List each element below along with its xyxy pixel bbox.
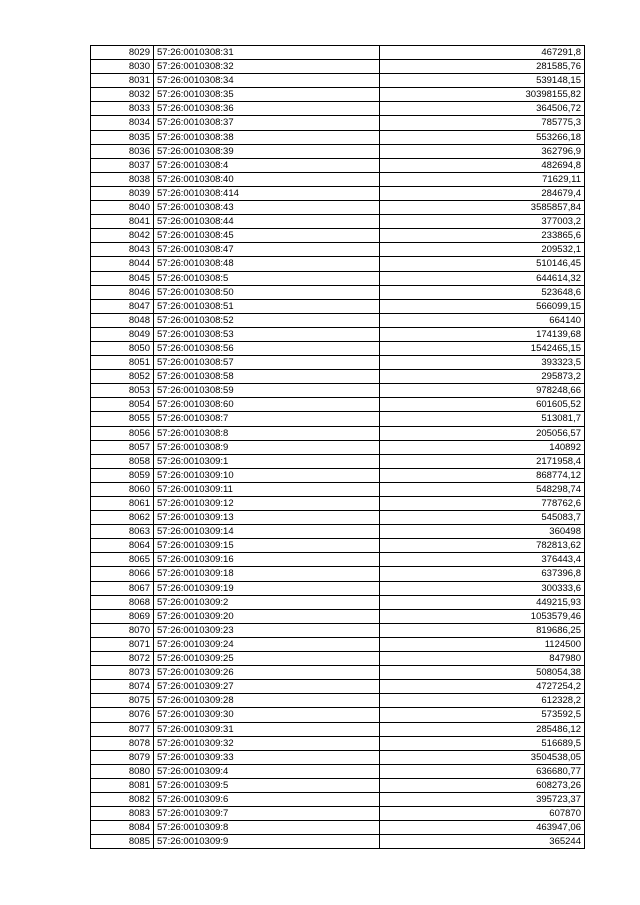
- value-cell: 4727254,2: [380, 680, 585, 694]
- cadastral-number-cell: 57:26:0010308:51: [154, 299, 380, 313]
- value-cell: 978248,66: [380, 384, 585, 398]
- table-row: [91, 553, 585, 567]
- cadastral-number-cell: 57:26:0010309:24: [154, 637, 380, 651]
- cadastral-number-cell: 57:26:0010309:20: [154, 609, 380, 623]
- row-number-cell: 8031: [91, 74, 154, 88]
- row-number-cell: 8065: [91, 553, 154, 567]
- table-row: [91, 666, 585, 680]
- row-number-cell: 8075: [91, 694, 154, 708]
- value-cell: 664140: [380, 313, 585, 327]
- table-row: [91, 130, 585, 144]
- table-row: [91, 497, 585, 511]
- value-cell: 377003,2: [380, 215, 585, 229]
- row-number-cell: 8085: [91, 835, 154, 849]
- cadastral-number-cell: 57:26:0010309:13: [154, 511, 380, 525]
- value-cell: 360498: [380, 525, 585, 539]
- table-body: [91, 46, 585, 849]
- value-cell: 285486,12: [380, 722, 585, 736]
- value-cell: 281585,76: [380, 60, 585, 74]
- value-cell: 573592,5: [380, 708, 585, 722]
- value-cell: 548298,74: [380, 482, 585, 496]
- cadastral-number-cell: 57:26:0010309:7: [154, 807, 380, 821]
- cadastral-number-cell: 57:26:0010309:30: [154, 708, 380, 722]
- row-number-cell: 8061: [91, 497, 154, 511]
- cadastral-number-cell: 57:26:0010308:43: [154, 201, 380, 215]
- cadastral-number-cell: 57:26:0010309:1: [154, 454, 380, 468]
- table-row: [91, 567, 585, 581]
- cadastral-number-cell: 57:26:0010309:14: [154, 525, 380, 539]
- row-number-cell: 8068: [91, 595, 154, 609]
- cadastral-number-cell: 57:26:0010308:40: [154, 172, 380, 186]
- table-row: [91, 74, 585, 88]
- table-row: [91, 60, 585, 74]
- table-row: [91, 144, 585, 158]
- table-row: [91, 327, 585, 341]
- row-number-cell: 8033: [91, 102, 154, 116]
- cadastral-number-cell: 57:26:0010309:31: [154, 722, 380, 736]
- row-number-cell: 8039: [91, 186, 154, 200]
- table-row: [91, 229, 585, 243]
- value-cell: 300333,6: [380, 581, 585, 595]
- row-number-cell: 8082: [91, 792, 154, 806]
- value-cell: 636680,77: [380, 764, 585, 778]
- row-number-cell: 8059: [91, 468, 154, 482]
- table-row: [91, 454, 585, 468]
- row-number-cell: 8070: [91, 623, 154, 637]
- table-row: [91, 201, 585, 215]
- row-number-cell: 8041: [91, 215, 154, 229]
- row-number-cell: 8076: [91, 708, 154, 722]
- table-row: [91, 243, 585, 257]
- cadastral-number-cell: 57:26:0010309:25: [154, 652, 380, 666]
- value-cell: 295873,2: [380, 370, 585, 384]
- cadastral-number-cell: 57:26:0010309:4: [154, 764, 380, 778]
- table-row: [91, 172, 585, 186]
- row-number-cell: 8042: [91, 229, 154, 243]
- row-number-cell: 8048: [91, 313, 154, 327]
- cadastral-number-cell: 57:26:0010308:58: [154, 370, 380, 384]
- table-row: [91, 680, 585, 694]
- row-number-cell: 8084: [91, 821, 154, 835]
- value-cell: 608273,26: [380, 778, 585, 792]
- table-row: [91, 778, 585, 792]
- table-row: [91, 426, 585, 440]
- table-row: [91, 313, 585, 327]
- value-cell: 174139,68: [380, 327, 585, 341]
- row-number-cell: 8054: [91, 398, 154, 412]
- table-row: [91, 356, 585, 370]
- cadastral-number-cell: 57:26:0010308:8: [154, 426, 380, 440]
- cadastral-number-cell: 57:26:0010308:50: [154, 285, 380, 299]
- value-cell: 778762,6: [380, 497, 585, 511]
- value-cell: 463947,06: [380, 821, 585, 835]
- value-cell: 71629,11: [380, 172, 585, 186]
- row-number-cell: 8064: [91, 539, 154, 553]
- value-cell: 393323,5: [380, 356, 585, 370]
- row-number-cell: 8044: [91, 257, 154, 271]
- cadastral-number-cell: 57:26:0010309:12: [154, 497, 380, 511]
- cadastral-number-cell: 57:26:0010309:8: [154, 821, 380, 835]
- row-number-cell: 8050: [91, 341, 154, 355]
- cadastral-number-cell: 57:26:0010308:59: [154, 384, 380, 398]
- value-cell: 545083,7: [380, 511, 585, 525]
- value-cell: 553266,18: [380, 130, 585, 144]
- value-cell: 566099,15: [380, 299, 585, 313]
- value-cell: 395723,37: [380, 792, 585, 806]
- cadastral-number-cell: 57:26:0010309:5: [154, 778, 380, 792]
- table-row: [91, 821, 585, 835]
- table-row: [91, 792, 585, 806]
- value-cell: 1053579,46: [380, 609, 585, 623]
- table-row: [91, 694, 585, 708]
- cadastral-number-cell: 57:26:0010309:27: [154, 680, 380, 694]
- row-number-cell: 8066: [91, 567, 154, 581]
- table-row: [91, 708, 585, 722]
- value-cell: 449215,93: [380, 595, 585, 609]
- table-row: [91, 652, 585, 666]
- table-row: [91, 722, 585, 736]
- cadastral-number-cell: 57:26:0010309:32: [154, 736, 380, 750]
- cadastral-number-cell: 57:26:0010308:32: [154, 60, 380, 74]
- cadastral-number-cell: 57:26:0010308:4: [154, 158, 380, 172]
- value-cell: 140892: [380, 440, 585, 454]
- table-row: [91, 299, 585, 313]
- row-number-cell: 8043: [91, 243, 154, 257]
- value-cell: 516689,5: [380, 736, 585, 750]
- value-cell: 601605,52: [380, 398, 585, 412]
- cadastral-number-cell: 57:26:0010308:47: [154, 243, 380, 257]
- cadastral-number-cell: 57:26:0010308:31: [154, 46, 380, 60]
- cadastral-number-cell: 57:26:0010308:5: [154, 271, 380, 285]
- value-cell: 467291,8: [380, 46, 585, 60]
- table-row: [91, 341, 585, 355]
- value-cell: 510146,45: [380, 257, 585, 271]
- table-row: [91, 384, 585, 398]
- row-number-cell: 8071: [91, 637, 154, 651]
- value-cell: 1124500: [380, 637, 585, 651]
- cadastral-number-cell: 57:26:0010308:57: [154, 356, 380, 370]
- table-row: [91, 539, 585, 553]
- row-number-cell: 8083: [91, 807, 154, 821]
- table-row: [91, 46, 585, 60]
- table-row: [91, 271, 585, 285]
- cadastral-number-cell: 57:26:0010308:37: [154, 116, 380, 130]
- value-cell: 205056,57: [380, 426, 585, 440]
- row-number-cell: 8074: [91, 680, 154, 694]
- cadastral-number-cell: 57:26:0010309:19: [154, 581, 380, 595]
- value-cell: 847980: [380, 652, 585, 666]
- table-row: [91, 88, 585, 102]
- cadastral-number-cell: 57:26:0010309:9: [154, 835, 380, 849]
- table-row: [91, 511, 585, 525]
- cadastral-number-cell: 57:26:0010308:53: [154, 327, 380, 341]
- value-cell: 233865,6: [380, 229, 585, 243]
- value-cell: 607870: [380, 807, 585, 821]
- value-cell: 782813,62: [380, 539, 585, 553]
- row-number-cell: 8060: [91, 482, 154, 496]
- row-number-cell: 8035: [91, 130, 154, 144]
- value-cell: 365244: [380, 835, 585, 849]
- row-number-cell: 8038: [91, 172, 154, 186]
- table-row: [91, 764, 585, 778]
- row-number-cell: 8063: [91, 525, 154, 539]
- value-cell: 644614,32: [380, 271, 585, 285]
- table-row: [91, 581, 585, 595]
- cadastral-number-cell: 57:26:0010308:56: [154, 341, 380, 355]
- value-cell: 513081,7: [380, 412, 585, 426]
- row-number-cell: 8032: [91, 88, 154, 102]
- row-number-cell: 8036: [91, 144, 154, 158]
- data-table: [90, 45, 585, 849]
- row-number-cell: 8055: [91, 412, 154, 426]
- cadastral-number-cell: 57:26:0010308:35: [154, 88, 380, 102]
- value-cell: 819686,25: [380, 623, 585, 637]
- table-row: [91, 412, 585, 426]
- table-row: [91, 637, 585, 651]
- row-number-cell: 8056: [91, 426, 154, 440]
- table-row: [91, 102, 585, 116]
- row-number-cell: 8072: [91, 652, 154, 666]
- cadastral-number-cell: 57:26:0010309:33: [154, 750, 380, 764]
- cadastral-number-cell: 57:26:0010309:23: [154, 623, 380, 637]
- row-number-cell: 8040: [91, 201, 154, 215]
- row-number-cell: 8053: [91, 384, 154, 398]
- row-number-cell: 8077: [91, 722, 154, 736]
- value-cell: 482694,8: [380, 158, 585, 172]
- value-cell: 284679,4: [380, 186, 585, 200]
- value-cell: 612328,2: [380, 694, 585, 708]
- table-row: [91, 468, 585, 482]
- table-row: [91, 440, 585, 454]
- value-cell: 539148,15: [380, 74, 585, 88]
- row-number-cell: 8069: [91, 609, 154, 623]
- row-number-cell: 8029: [91, 46, 154, 60]
- value-cell: 1542465,15: [380, 341, 585, 355]
- row-number-cell: 8062: [91, 511, 154, 525]
- table-row: [91, 398, 585, 412]
- row-number-cell: 8046: [91, 285, 154, 299]
- value-cell: 523648,6: [380, 285, 585, 299]
- row-number-cell: 8030: [91, 60, 154, 74]
- table-row: [91, 158, 585, 172]
- table-row: [91, 595, 585, 609]
- cadastral-number-cell: 57:26:0010308:414: [154, 186, 380, 200]
- row-number-cell: 8057: [91, 440, 154, 454]
- cadastral-number-cell: 57:26:0010309:11: [154, 482, 380, 496]
- row-number-cell: 8078: [91, 736, 154, 750]
- cadastral-number-cell: 57:26:0010308:52: [154, 313, 380, 327]
- row-number-cell: 8067: [91, 581, 154, 595]
- value-cell: 785775,3: [380, 116, 585, 130]
- cadastral-number-cell: 57:26:0010308:7: [154, 412, 380, 426]
- value-cell: 209532,1: [380, 243, 585, 257]
- value-cell: 362796,9: [380, 144, 585, 158]
- cadastral-number-cell: 57:26:0010308:38: [154, 130, 380, 144]
- table-row: [91, 525, 585, 539]
- cadastral-number-cell: 57:26:0010309:18: [154, 567, 380, 581]
- row-number-cell: 8047: [91, 299, 154, 313]
- table-row: [91, 257, 585, 271]
- table-row: [91, 215, 585, 229]
- value-cell: 508054,38: [380, 666, 585, 680]
- cadastral-number-cell: 57:26:0010308:9: [154, 440, 380, 454]
- row-number-cell: 8051: [91, 356, 154, 370]
- table-row: [91, 750, 585, 764]
- table-row: [91, 370, 585, 384]
- row-number-cell: 8052: [91, 370, 154, 384]
- cadastral-number-cell: 57:26:0010308:36: [154, 102, 380, 116]
- cadastral-number-cell: 57:26:0010308:60: [154, 398, 380, 412]
- row-number-cell: 8034: [91, 116, 154, 130]
- cadastral-number-cell: 57:26:0010308:34: [154, 74, 380, 88]
- row-number-cell: 8058: [91, 454, 154, 468]
- table-row: [91, 482, 585, 496]
- row-number-cell: 8081: [91, 778, 154, 792]
- table-row: [91, 807, 585, 821]
- table-row: [91, 609, 585, 623]
- row-number-cell: 8049: [91, 327, 154, 341]
- cadastral-number-cell: 57:26:0010309:28: [154, 694, 380, 708]
- value-cell: 30398155,82: [380, 88, 585, 102]
- cadastral-number-cell: 57:26:0010309:10: [154, 468, 380, 482]
- value-cell: 637396,8: [380, 567, 585, 581]
- cadastral-number-cell: 57:26:0010309:15: [154, 539, 380, 553]
- table-row: [91, 116, 585, 130]
- table-row: [91, 736, 585, 750]
- value-cell: 868774,12: [380, 468, 585, 482]
- value-cell: 364506,72: [380, 102, 585, 116]
- table-row: [91, 285, 585, 299]
- row-number-cell: 8045: [91, 271, 154, 285]
- cadastral-number-cell: 57:26:0010308:45: [154, 229, 380, 243]
- cadastral-number-cell: 57:26:0010309:2: [154, 595, 380, 609]
- cadastral-number-cell: 57:26:0010309:16: [154, 553, 380, 567]
- cadastral-number-cell: 57:26:0010308:39: [154, 144, 380, 158]
- value-cell: 2171958,4: [380, 454, 585, 468]
- table-row: [91, 186, 585, 200]
- value-cell: 376443,4: [380, 553, 585, 567]
- row-number-cell: 8073: [91, 666, 154, 680]
- cadastral-number-cell: 57:26:0010308:44: [154, 215, 380, 229]
- cadastral-number-cell: 57:26:0010309:26: [154, 666, 380, 680]
- cadastral-number-cell: 57:26:0010308:48: [154, 257, 380, 271]
- table-row: [91, 623, 585, 637]
- row-number-cell: 8080: [91, 764, 154, 778]
- cadastral-number-cell: 57:26:0010309:6: [154, 792, 380, 806]
- value-cell: 3504538,05: [380, 750, 585, 764]
- value-cell: 3585857,84: [380, 201, 585, 215]
- table-row: [91, 835, 585, 849]
- row-number-cell: 8037: [91, 158, 154, 172]
- row-number-cell: 8079: [91, 750, 154, 764]
